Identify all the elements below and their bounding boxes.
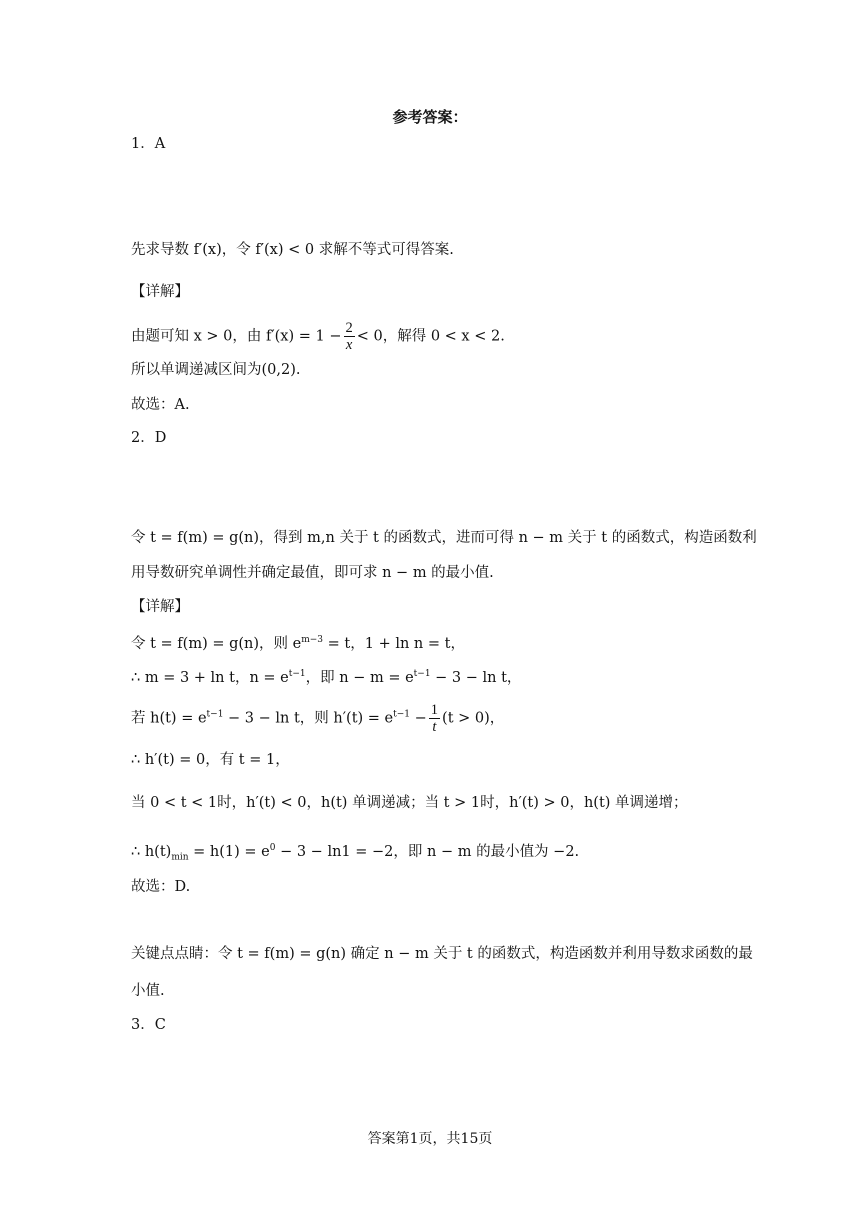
q2-step2 xyxy=(131,664,521,688)
q2-step6-sub: min xyxy=(171,852,189,863)
q1-fraction xyxy=(344,320,355,353)
q1-fraction-den: x xyxy=(345,337,353,353)
q3-answer: 3．C xyxy=(131,1017,166,1033)
q2-answer: 2．D xyxy=(131,430,167,446)
page-title: 参考答案： xyxy=(392,108,468,126)
q2-step3-a: 若 h(t) = e xyxy=(131,710,207,727)
q2-key-point-2: 小值. xyxy=(131,983,165,999)
q1-step1 xyxy=(131,320,505,353)
q2-analysis-1: 令 t = f(m) = g(n)，得到 m,n 关于 t 的函数式，进而可得 n − m 关于 t 的函数式，构造函数利 xyxy=(131,530,757,546)
q2-fraction xyxy=(429,702,440,735)
q2-step2-a: ∴ m = 3 + ln t，n = e xyxy=(131,669,289,686)
q2-detail-label: 【详解】 xyxy=(131,599,189,615)
q1-answer: 1．A xyxy=(131,136,166,152)
q1-fraction-num: 2 xyxy=(345,320,353,336)
q2-step6-b: = h(1) = e xyxy=(188,843,270,860)
q2-step6 xyxy=(131,838,579,868)
q2-step3 xyxy=(131,702,504,735)
q2-step4: ∴ h′(t) = 0，有 t = 1， xyxy=(131,752,290,768)
q2-analysis-2: 用导数研究单调性并确定最值，即可求 n − m 的最小值. xyxy=(131,565,494,581)
q1-step1-pre: 由题可知 x > 0，由 f′(x) = 1 − xyxy=(131,328,342,345)
q2-step3-c: − xyxy=(410,710,427,727)
q1-step2: 所以单调递减区间为(0,2). xyxy=(131,362,301,378)
q2-choice: 故选：D. xyxy=(131,879,191,895)
q1-step1-post: < 0，解得 0 < x < 2. xyxy=(356,328,505,345)
q2-step2-b: ，即 n − m = e xyxy=(305,669,414,686)
q2-step2-sup2: t−1 xyxy=(413,669,431,679)
q2-step3-b: − 3 − ln t，则 h′(t) = e xyxy=(223,710,394,727)
q1-choice: 故选：A. xyxy=(131,397,190,413)
q2-step5: 当 0 < t < 1时，h′(t) < 0，h(t) 单调递减；当 t > 1时，h′(t) > 0，h(t) 单调递增； xyxy=(131,795,688,811)
q2-step1-sup: m−3 xyxy=(301,635,324,645)
q2-fraction-num: 1 xyxy=(430,702,439,718)
q2-step1 xyxy=(131,630,465,654)
q2-fraction-den: t xyxy=(432,719,437,735)
q2-step6-sup: 0 xyxy=(269,843,276,853)
q2-step1-b: = t，1 + ln n = t， xyxy=(323,635,465,652)
q1-detail-label: 【详解】 xyxy=(131,284,189,300)
q2-step1-a: 令 t = f(m) = g(n)，则 e xyxy=(131,635,302,652)
q1-analysis: 先求导数 f′(x)，令 f′(x) < 0 求解不等式可得答案. xyxy=(131,242,454,258)
q2-step3-sup2: t−1 xyxy=(393,709,411,720)
page-footer: 答案第1页，共15页 xyxy=(367,1131,493,1147)
q2-step3-sup1: t−1 xyxy=(206,709,224,720)
q2-step6-a: ∴ h(t) xyxy=(131,843,172,860)
q2-step6-c: − 3 − ln1 = −2，即 n − m 的最小值为 −2. xyxy=(275,843,580,860)
q2-step3-d: (t > 0)， xyxy=(442,710,505,727)
q2-step2-sup1: t−1 xyxy=(288,669,306,679)
q2-key-point-1: 关键点点睛：令 t = f(m) = g(n) 确定 n − m 关于 t 的函数式，构造函数并利用导数求函数的最 xyxy=(131,946,753,962)
q2-step2-c: − 3 − ln t， xyxy=(430,669,522,686)
